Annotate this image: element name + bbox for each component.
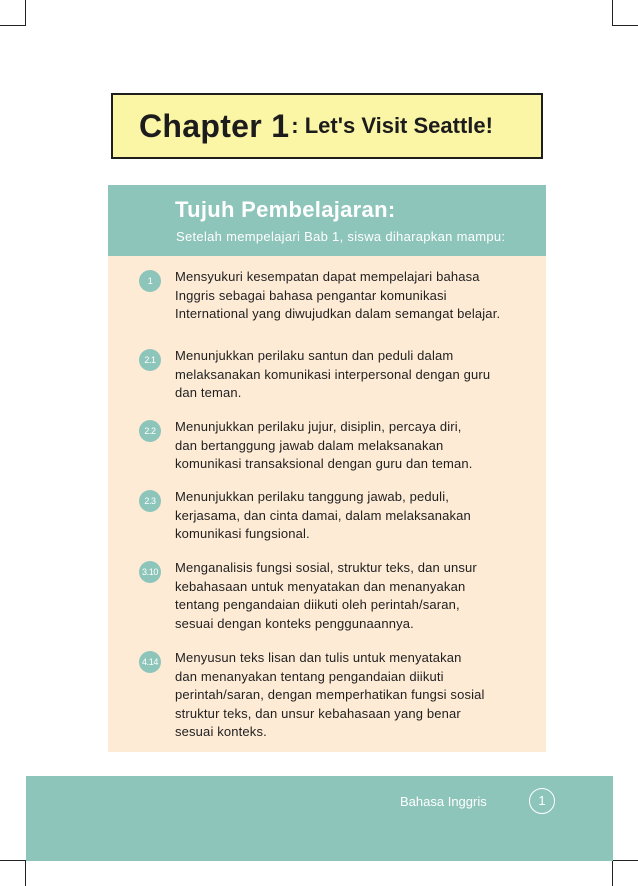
crop-mark — [612, 860, 613, 886]
objective-text: Menganalisis fungsi sosial, struktur teks, dan unsur kebahasaan untuk menyatakan dan menanyakan tentang pengandaian diikuti oleh perintah/saran, sesuai dengan konteks penggunaannya. — [175, 560, 477, 631]
objectives-heading: Tujuh Pembelajaran: — [175, 197, 396, 222]
crop-mark — [25, 860, 26, 886]
objectives-header — [108, 185, 546, 256]
objectives-intro: Setelah mempelajari Bab 1, siswa diharapkan mampu: — [176, 229, 506, 244]
objective-text: Menyusun teks lisan dan tulis untuk menyatakan dan menanyakan tentang pengandaian diikuti perintah/saran, dengan memperhatikan fungsi sosial struktur teks, dan unsur kebahasaan yang benar sesuai konteks. — [175, 650, 485, 739]
objective-text: Menunjukkan perilaku jujur, disiplin, percaya diri, dan bertanggung jawab dalam melaksanakan komunikasi transaksional dengan guru dan teman. — [175, 419, 473, 471]
chapter-title-box — [111, 93, 543, 159]
crop-mark — [0, 25, 26, 26]
chapter-subtitle: : Let's Visit Seattle! — [291, 113, 493, 138]
footer-band — [26, 776, 613, 861]
objective-number-badge: 2.2 — [139, 420, 161, 442]
objective-number-badge: 2.1 — [139, 349, 161, 371]
objective-number-badge: 1 — [139, 270, 161, 292]
crop-mark — [612, 25, 638, 26]
crop-mark — [0, 860, 26, 861]
objective-number-badge: 2.3 — [139, 490, 161, 512]
objective-text: Menunjukkan perilaku tanggung jawab, peduli, kerjasama, dan cinta damai, dalam melaksanakan komunikasi fungsional. — [175, 489, 471, 541]
chapter-label: Chapter 1 — [139, 107, 290, 144]
objective-number-badge: 4.14 — [139, 651, 161, 673]
footer-subject: Bahasa Inggris — [400, 794, 487, 809]
objective-text: Mensyukuri kesempatan dapat mempelajari bahasa Inggris sebagai bahasa pengantar komunikasi International yang diwujudkan dalam semangat belajar. — [175, 269, 501, 321]
crop-mark — [612, 0, 613, 26]
crop-mark — [612, 860, 638, 861]
objective-number-badge: 3.10 — [139, 561, 161, 583]
objectives-list — [108, 256, 546, 752]
objective-text: Menunjukkan perilaku santun dan peduli dalam melaksanakan komunikasi interpersonal dengan guru dan teman. — [175, 348, 491, 400]
crop-mark — [25, 0, 26, 26]
page-number: 1 — [529, 788, 555, 814]
